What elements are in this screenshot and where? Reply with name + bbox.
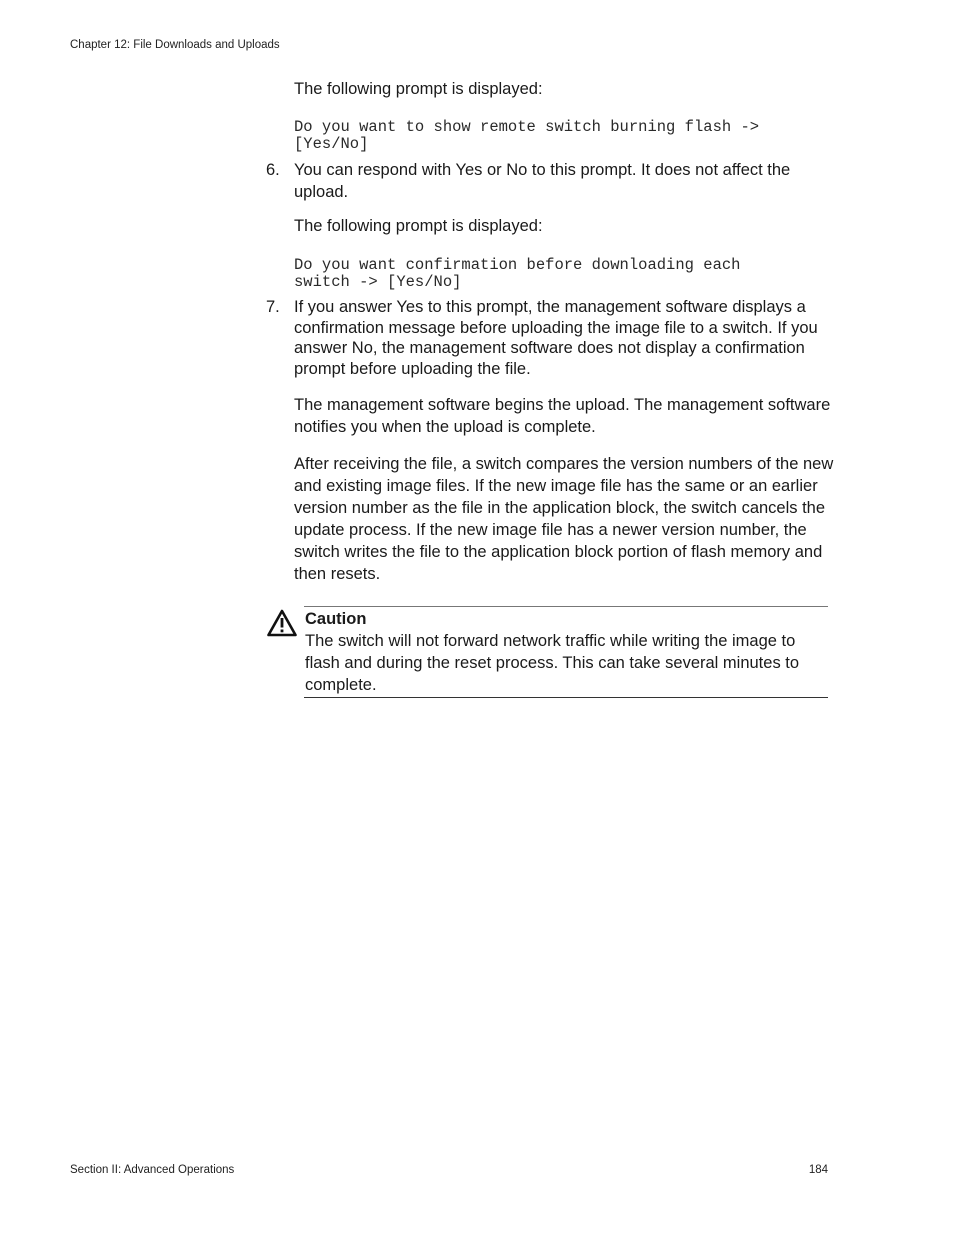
code-block-1 (294, 119, 834, 153)
warning-triangle-icon (267, 609, 297, 637)
code-2-line-2: switch -> [Yes/No] (294, 273, 462, 291)
code-1-line-1: Do you want to show remote switch burning flash -> (294, 118, 760, 136)
caution-bottom-rule (304, 697, 828, 698)
upload-paragraph: The management software begins the upload. The management software notifies you when the upload is complete. (294, 396, 831, 436)
caution-top-rule (304, 606, 828, 607)
footer-section: Section II: Advanced Operations (70, 1164, 235, 1176)
step-6-number: 6. (266, 161, 280, 179)
step-7-text: If you answer Yes to this prompt, the management software displays a confirmation message before uploading the image file to a switch. If you answer No, the management software does not display a confirmation prompt before uploading the file. (294, 298, 818, 378)
after-receiving-paragraph: After receiving the file, a switch compares the version numbers of the new and existing image files. If the new image file has the same or an earlier version number as the file in the application block, the switch cancels the update process. If the new image file has a newer version number, the switch writes the file to the application block portion of flash memory and then resets. (294, 455, 834, 583)
code-2-line-1: Do you want confirmation before downloading each (294, 256, 741, 274)
page-number: 184 (808, 1164, 828, 1176)
step-6-text: You can respond with Yes or No to this prompt. It does not affect the upload. (294, 161, 791, 201)
page-header-chapter: Chapter 12: File Downloads and Uploads (70, 39, 280, 51)
prompt-intro-2: The following prompt is displayed: (294, 217, 543, 235)
prompt-intro-1: The following prompt is displayed: (294, 80, 543, 98)
code-1-line-2: [Yes/No] (294, 135, 369, 153)
step-7-number: 7. (266, 298, 280, 316)
code-block-2 (294, 257, 834, 291)
caution-title: Caution (305, 610, 367, 628)
caution-text: The switch will not forward network traffic while writing the image to flash and during the reset process. This can take several minutes to complete. (305, 632, 800, 694)
